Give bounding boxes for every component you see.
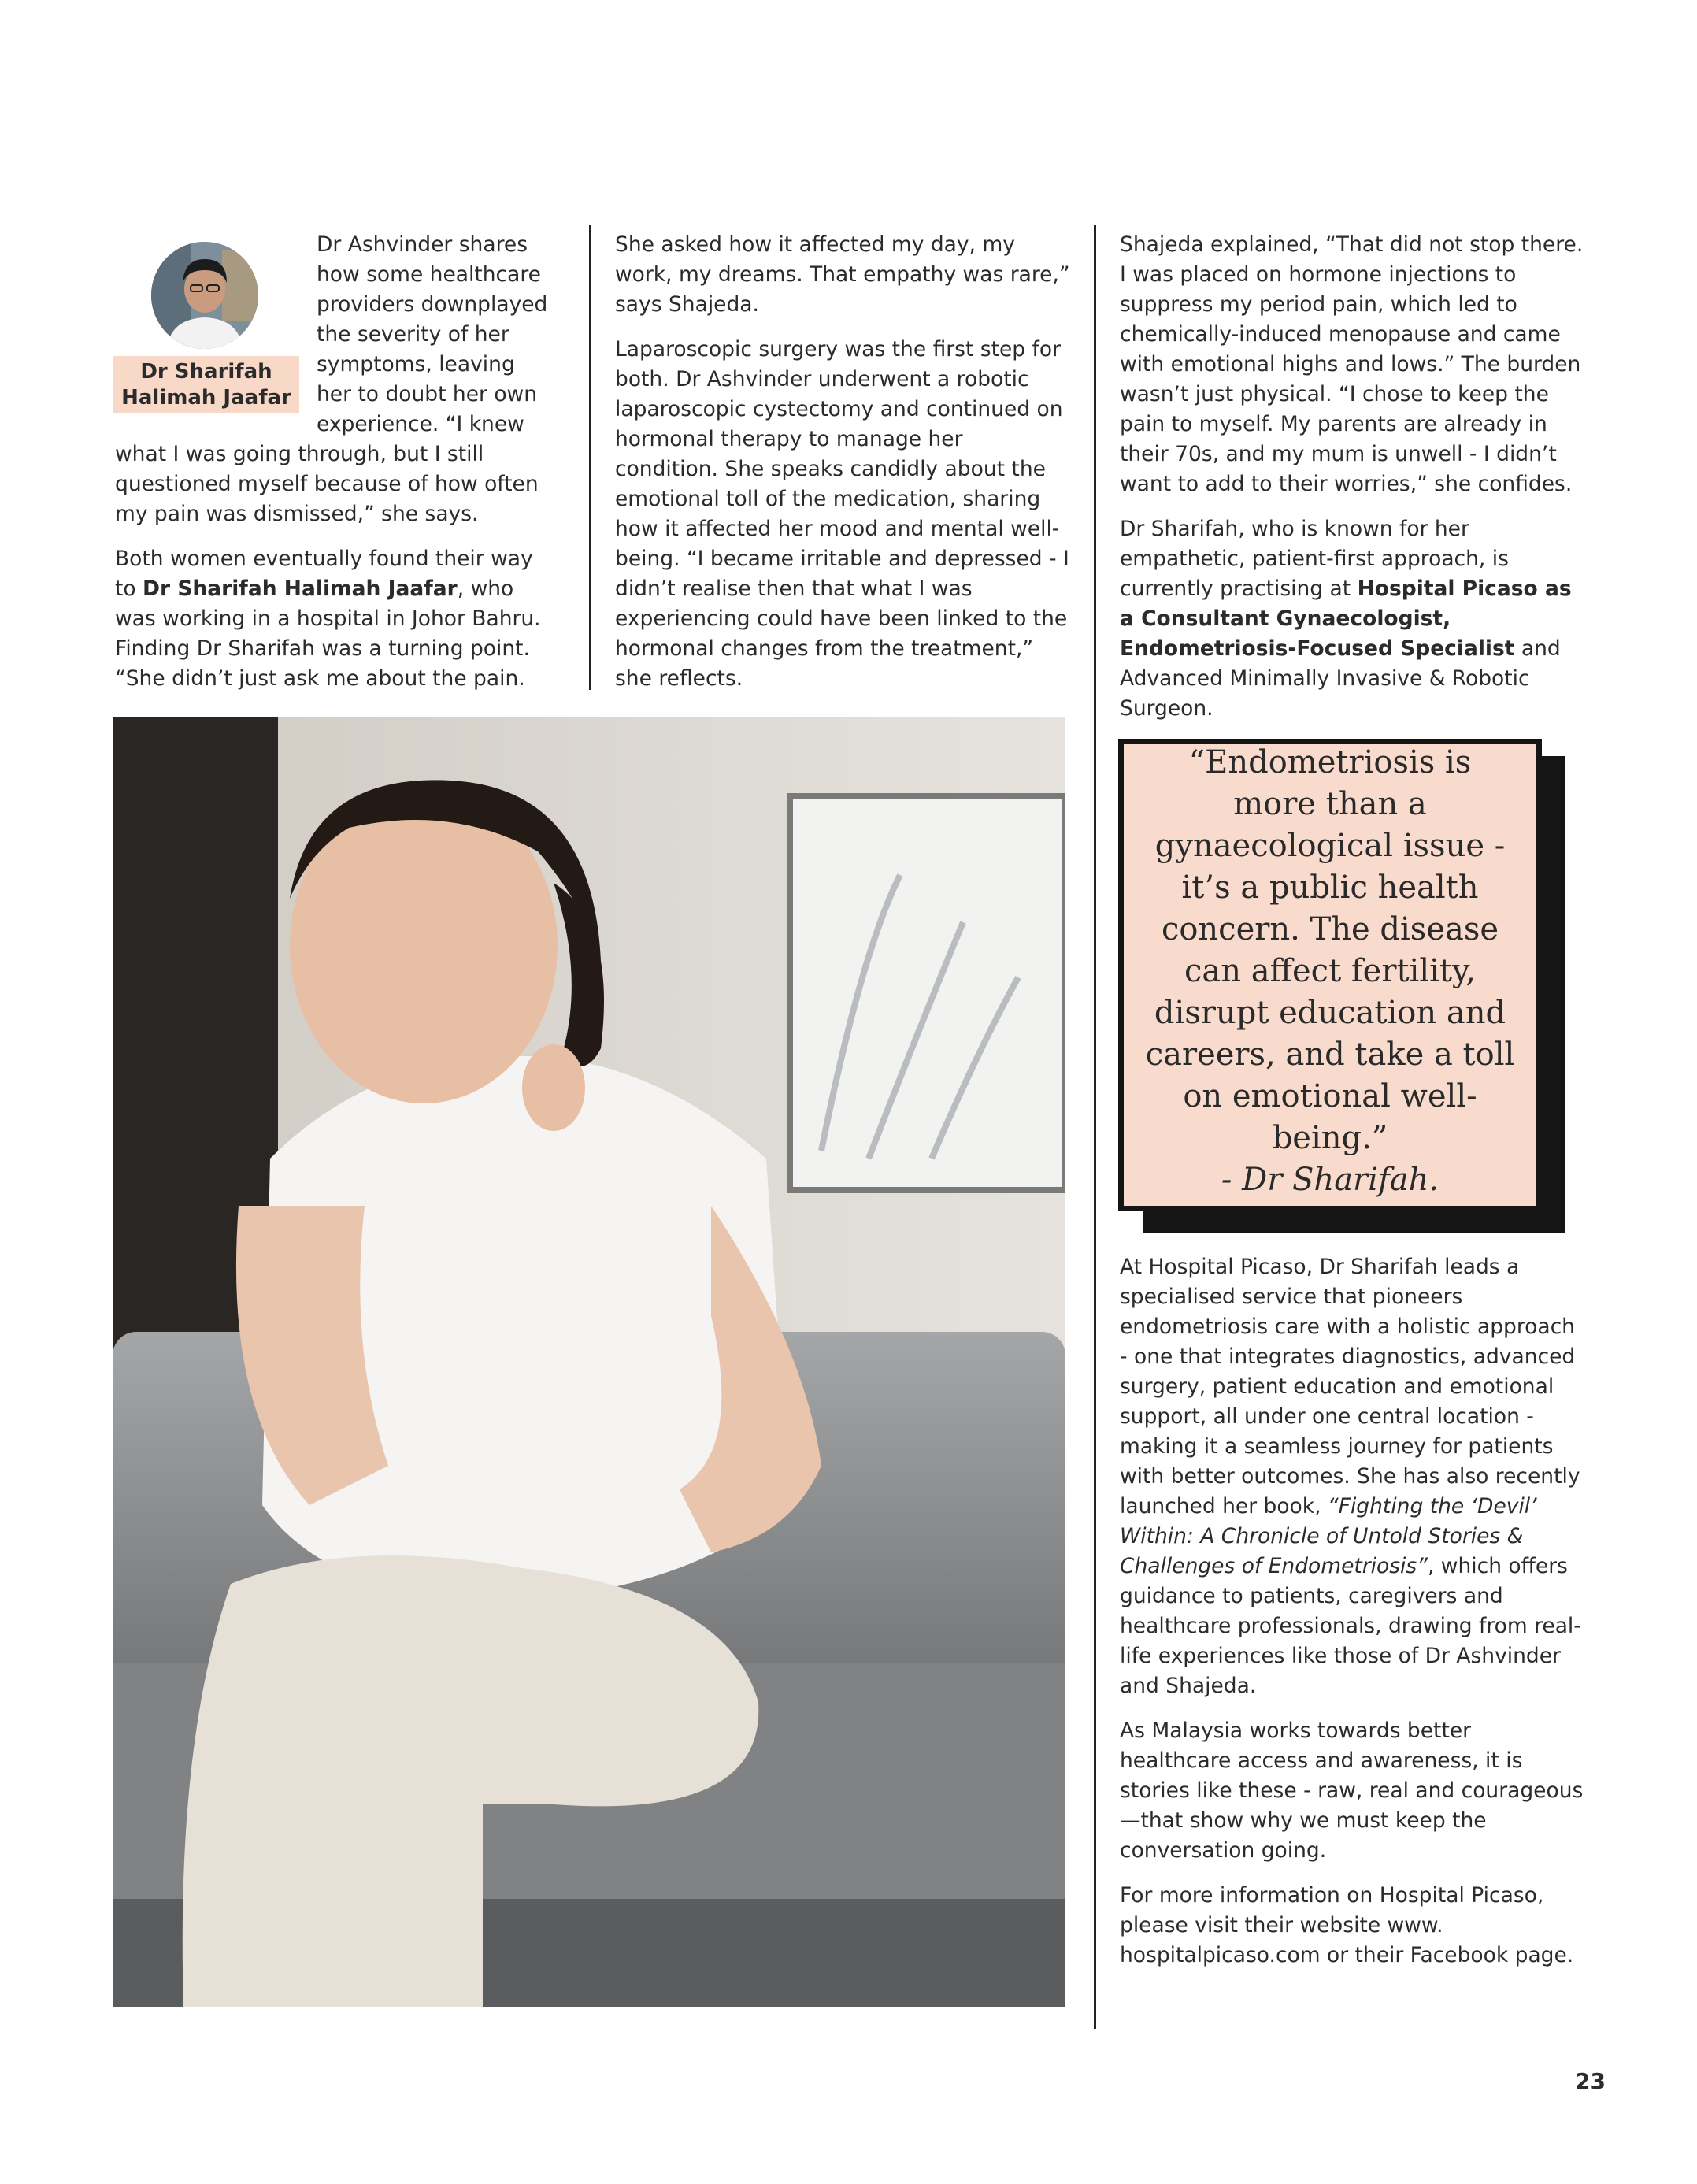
portrait-illustration — [151, 242, 258, 349]
column-divider-1 — [589, 225, 591, 690]
col1-p2-text-a: Both women eventually found their way to — [115, 547, 533, 601]
col3-paragraph-2 — [1120, 514, 1584, 724]
col1-p2-text-b: , who was working in a hospital in Johor Bahru. Finding Dr Sharifah was a turning point. “She didn’t just ask me about the pain. — [115, 577, 541, 691]
col3-paragraph-4: As Malaysia works towards better healthcare access and awareness, it is stories like these - raw, real and courageous—that show why we must keep the conversation going. — [1120, 1719, 1584, 1863]
hospital-role-bold: Hospital Picaso as a Consultant Gynaecologist, Endometriosis-Focused Specialist — [1120, 577, 1572, 661]
col3-p3-text-a: At Hospital Picaso, Dr Sharifah leads a specialised service that pioneers endometriosis care with a holistic approach - one that integrates diagnostics, advanced surgery, patient education and emotional support, all under one central location - making it a seamless journey for patients with better outcomes. She has also recently launched her book, — [1120, 1255, 1580, 1518]
col3-p3-text-b: , which offers guidance to patients, caregivers and healthcare professionals, drawing from real-life experiences like those of Dr Ashvinder and Shajeda. — [1120, 1554, 1581, 1698]
column-2 — [615, 230, 1072, 694]
col3-p2-text-a: Dr Sharifah, who is known for her empathetic, patient-first approach, is currently practising at — [1120, 517, 1509, 601]
page-number: 23 — [1575, 2068, 1606, 2094]
col3-p2-text-b: and Advanced Minimally Invasive & Robotic Surgeon. — [1120, 636, 1561, 721]
col2-paragraph-1: She asked how it affected my day, my work, my dreams. That empathy was rare,” says Shajeda. — [615, 232, 1070, 317]
caption-name-line2: Halimah Jaafar — [121, 386, 291, 410]
book-title-italic: “Fighting the ‘Devil’ Within: A Chronicle of Untold Stories & Challenges of Endometriosis” — [1120, 1494, 1537, 1578]
portrait-caption — [113, 356, 299, 413]
pull-quote — [1145, 742, 1515, 1201]
col3-paragraph-5: For more information on Hospital Picaso, please visit their website www. hospitalpicaso.com or their Facebook page. — [1120, 1883, 1574, 1967]
column-1 — [115, 230, 556, 694]
caption-name-line1: Dr Sharifah — [140, 360, 272, 384]
column-3-bottom — [1120, 1252, 1584, 1971]
pull-quote-box — [1118, 739, 1542, 1211]
column-3-top — [1120, 230, 1584, 724]
quote-author: - Dr Sharifah. — [1221, 1161, 1439, 1198]
column-divider-2 — [1094, 225, 1096, 2029]
col2-paragraph-2: Laparoscopic surgery was the first step for both. Dr Ashvinder underwent a robotic laparoscopic cystectomy and continued on hormonal therapy to manage her condition. She speaks candidly about the emotional toll of the medication, sharing how it affected her mood and mental well-being. “I became irritable and depressed - I didn’t realise then that what I was experiencing could have been linked to the hormonal changes from the treatment,” she reflects. — [615, 337, 1069, 691]
photo-illustration — [113, 717, 1065, 2007]
doctor-portrait-photo — [151, 242, 258, 349]
col3-paragraph-1: Shajeda explained, “That did not stop there. I was placed on hormone injections to suppress my period pain, which led to chemically-induced menopause and came with emotional highs and lows.” The burden wasn’t just physical. “I chose to keep the pain to myself. My parents are already in their 70s, and my mum is unwell - I didn’t want to add to their worries,” she confides. — [1120, 232, 1584, 496]
quote-text: “Endometriosis is more than a gynaecological issue - it’s a public health concern. The disease can affect fertility, disrupt education and careers, and take a toll on emotional well-being.” — [1145, 743, 1515, 1156]
woman-in-pain-photo — [113, 717, 1065, 2007]
doctor-name-bold: Dr Sharifah Halimah Jaafar — [143, 577, 458, 601]
col3-paragraph-3 — [1120, 1252, 1584, 1701]
portrait-block — [113, 230, 309, 413]
col1-paragraph-1: Dr Ashvinder shares how some healthcare providers downplayed the severity of her symptoms, leaving her to doubt her own experience. “I knew what I was going through, but I still questioned myself because of how often my pain was dismissed,” she says. — [115, 232, 548, 526]
col1-paragraph-2 — [115, 544, 556, 694]
